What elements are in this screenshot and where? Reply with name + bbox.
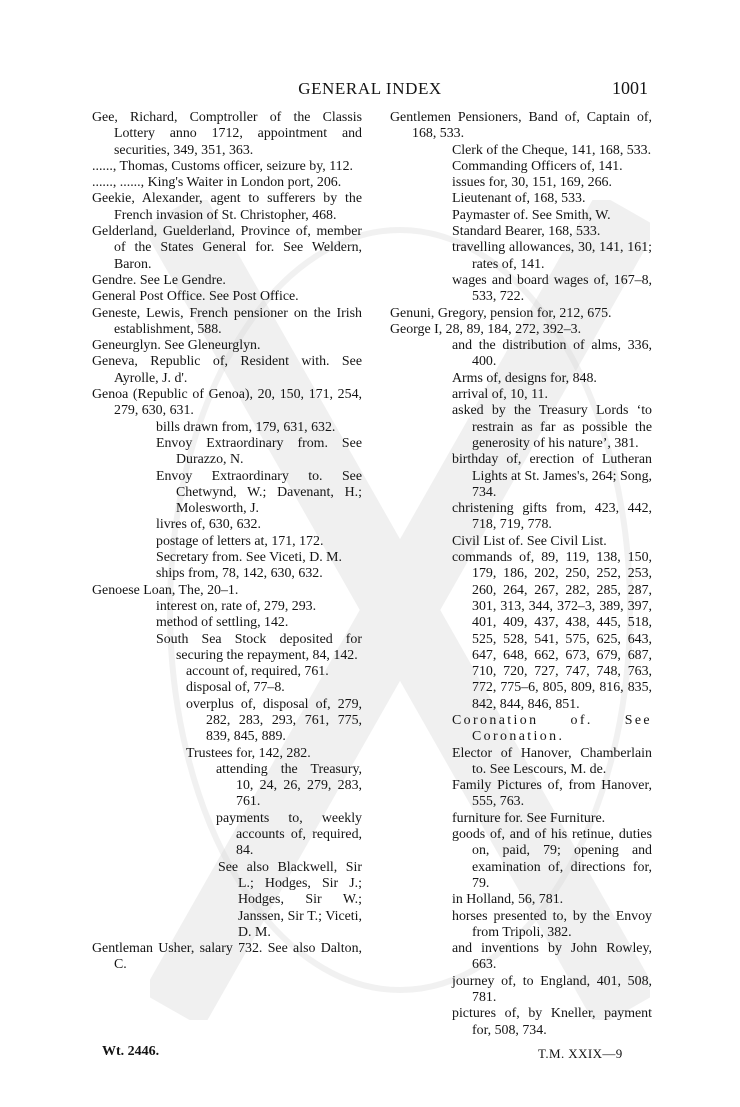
index-subentry: horses presented to, by the Envoy from Tripoli, 382.: [452, 908, 652, 940]
index-subentry: account of, required, 761.: [186, 664, 329, 680]
index-subentry: furniture for. See Furniture.: [452, 810, 606, 826]
footer-signature-mark: T.M. XXIX—9: [538, 1046, 623, 1061]
index-subentry: journey of, to England, 401, 508, 781.: [452, 973, 652, 1006]
index-entry: Genuni, Gregory, pension for, 212, 675.: [390, 305, 612, 321]
index-entry: Gentleman Usher, salary 732. See also Dalton, C.: [92, 941, 362, 973]
index-subentry: arrival of, 10, 11.: [452, 387, 548, 403]
index-subentry: South Sea Stock deposited for securing the repayment, 84, 142.: [156, 631, 362, 663]
index-subentry: disposal of, 77–8.: [186, 680, 285, 696]
index-subentry: livres of, 630, 632.: [156, 517, 261, 533]
index-subentry: birthday of, erection of Lutheran Lights at St. James's, 264; Song, 734.: [452, 452, 653, 500]
index-entry: Gendre. See Le Gendre.: [92, 272, 226, 288]
index-subentry: overplus of, disposal of, 279, 282, 283, 293, 761, 775, 839, 845, 889.: [186, 696, 362, 745]
index-entry: Geneurglyn. See Gleneurglyn.: [92, 338, 261, 354]
index-subentry: bills drawn from, 179, 631, 632.: [156, 419, 336, 435]
index-subentry: Family Pictures of, from Hanover, 555, 763.: [452, 778, 652, 810]
index-subentry: in Holland, 56, 781.: [452, 892, 564, 908]
index-subentry: Paymaster of. See Smith, W.: [452, 207, 611, 223]
index-subentry: Standard Bearer, 168, 533.: [452, 224, 601, 240]
index-subentry: interest on, rate of, 279, 293.: [156, 598, 317, 614]
index-subentry: and inventions by John Rowley, 663.: [452, 941, 652, 973]
index-entry: Geneva, Republic of, Resident with. See Ayrolle, J. d'.: [92, 354, 362, 386]
index-entry: Genoese Loan, The, 20–1.: [92, 582, 239, 598]
index-subentry: Civil List of. See Civil List.: [452, 533, 607, 549]
index-subentry: goods of, and of his retinue, duties on, paid, 79; opening and examination of, directions for, 79.: [452, 827, 652, 891]
index-subentry: christening gifts from, 423, 442, 718, 719, 778.: [452, 501, 652, 533]
index-subentry: Commanding Officers of, 141.: [452, 158, 623, 174]
index-subentry: Envoy Extraordinary to. See Chetwynd, W.; Davenant, H.; Molesworth, J.: [156, 468, 362, 517]
index-entry: Geekie, Alexander, agent to sufferers by the French invasion of St. Christopher, 468.: [92, 191, 362, 223]
index-subentry: Clerk of the Cheque, 141, 168, 533.: [452, 142, 652, 158]
index-subentry: Coronation of. See Coronation.: [452, 712, 652, 745]
index-entry: Gentlemen Pensioners, Band of, Captain of, 168, 533.: [390, 110, 652, 142]
index-subentry: payments to, weekly accounts of, required, 84.: [216, 810, 362, 859]
index-column-right: [390, 110, 652, 1039]
index-subentry: and the distribution of alms, 336, 400.: [452, 338, 652, 370]
index-subentry: Secretary from. See Viceti, D. M.: [156, 550, 342, 566]
index-subentry: travelling allowances, 30, 141, 161; rates of, 141.: [452, 240, 652, 272]
index-subentry: ships from, 78, 142, 630, 632.: [156, 566, 323, 582]
index-entry: Geneste, Lewis, French pensioner on the Irish establishment, 588.: [92, 305, 362, 337]
index-entry: Genoa (Republic of Genoa), 20, 150, 171, 254, 279, 630, 631.: [92, 387, 362, 419]
index-entry: General Post Office. See Post Office.: [92, 289, 299, 305]
index-entry: Gee, Richard, Comptroller of the Classis Lottery anno 1712, appointment and securities, 349, 351, 363.: [92, 110, 362, 158]
index-subentry: Lieutenant of, 168, 533.: [452, 191, 586, 207]
index-entry: ......, Thomas, Customs officer, seizure by, 112.: [92, 158, 354, 174]
index-entry: George I, 28, 89, 184, 272, 392–3.: [390, 321, 582, 337]
index-entry: Gelderland, Guelderland, Province of, member of the States General for. See Weldern, Baron.: [92, 224, 362, 272]
page-title: GENERAL INDEX: [298, 79, 442, 98]
index-subentry: pictures of, by Kneller, payment for, 508, 734.: [452, 1006, 652, 1038]
index-subentry: Trustees for, 142, 282.: [186, 745, 311, 761]
index-column-left: [92, 110, 362, 974]
index-subentry: attending the Treasury, 10, 24, 26, 279, 283, 761.: [216, 761, 362, 810]
index-subentry: See also Blackwell, Sir L.; Hodges, Sir J.; Hodges, Sir W.; Janssen, Sir T.; Viceti, D. M.: [218, 859, 362, 940]
page-number: 1001: [612, 78, 648, 98]
index-subentry: wages and board wages of, 167–8, 533, 722.: [452, 272, 652, 305]
index-subentry: commands of, 89, 119, 138, 150, 179, 186, 202, 250, 252, 253, 260, 264, 267, 282, 285, 287, 301, 313, 344, 372–3, 389, 397, 401, 409, 437, 438, 445, 518, 525, 528, 541, 575, 625, 643, 647, 648, 662, 673, 679, 687, 710, 720, 727, 747, 748, 763, 772, 775–6, 805, 809, 816, 835, 842, 844, 846, 851.: [452, 550, 652, 712]
page-header: [0, 76, 740, 102]
index-subentry: Elector of Hanover, Chamberlain to. See Lescours, M. de.: [452, 745, 652, 777]
index-subentry: asked by the Treasury Lords ‘to restrain as far as possible the generosity of his nature’, 381.: [452, 403, 652, 451]
footer-printer-mark: Wt. 2446.: [102, 1044, 160, 1059]
index-subentry: Arms of, designs for, 848.: [452, 370, 597, 386]
index-subentry: Envoy Extraordinary from. See Durazzo, N.: [156, 435, 362, 468]
index-subentry: issues for, 30, 151, 169, 266.: [452, 175, 612, 191]
index-subentry: method of settling, 142.: [156, 615, 289, 631]
index-subentry: postage of letters at, 171, 172.: [156, 533, 324, 549]
index-entry: ......, ......, King's Waiter in London port, 206.: [92, 175, 342, 191]
